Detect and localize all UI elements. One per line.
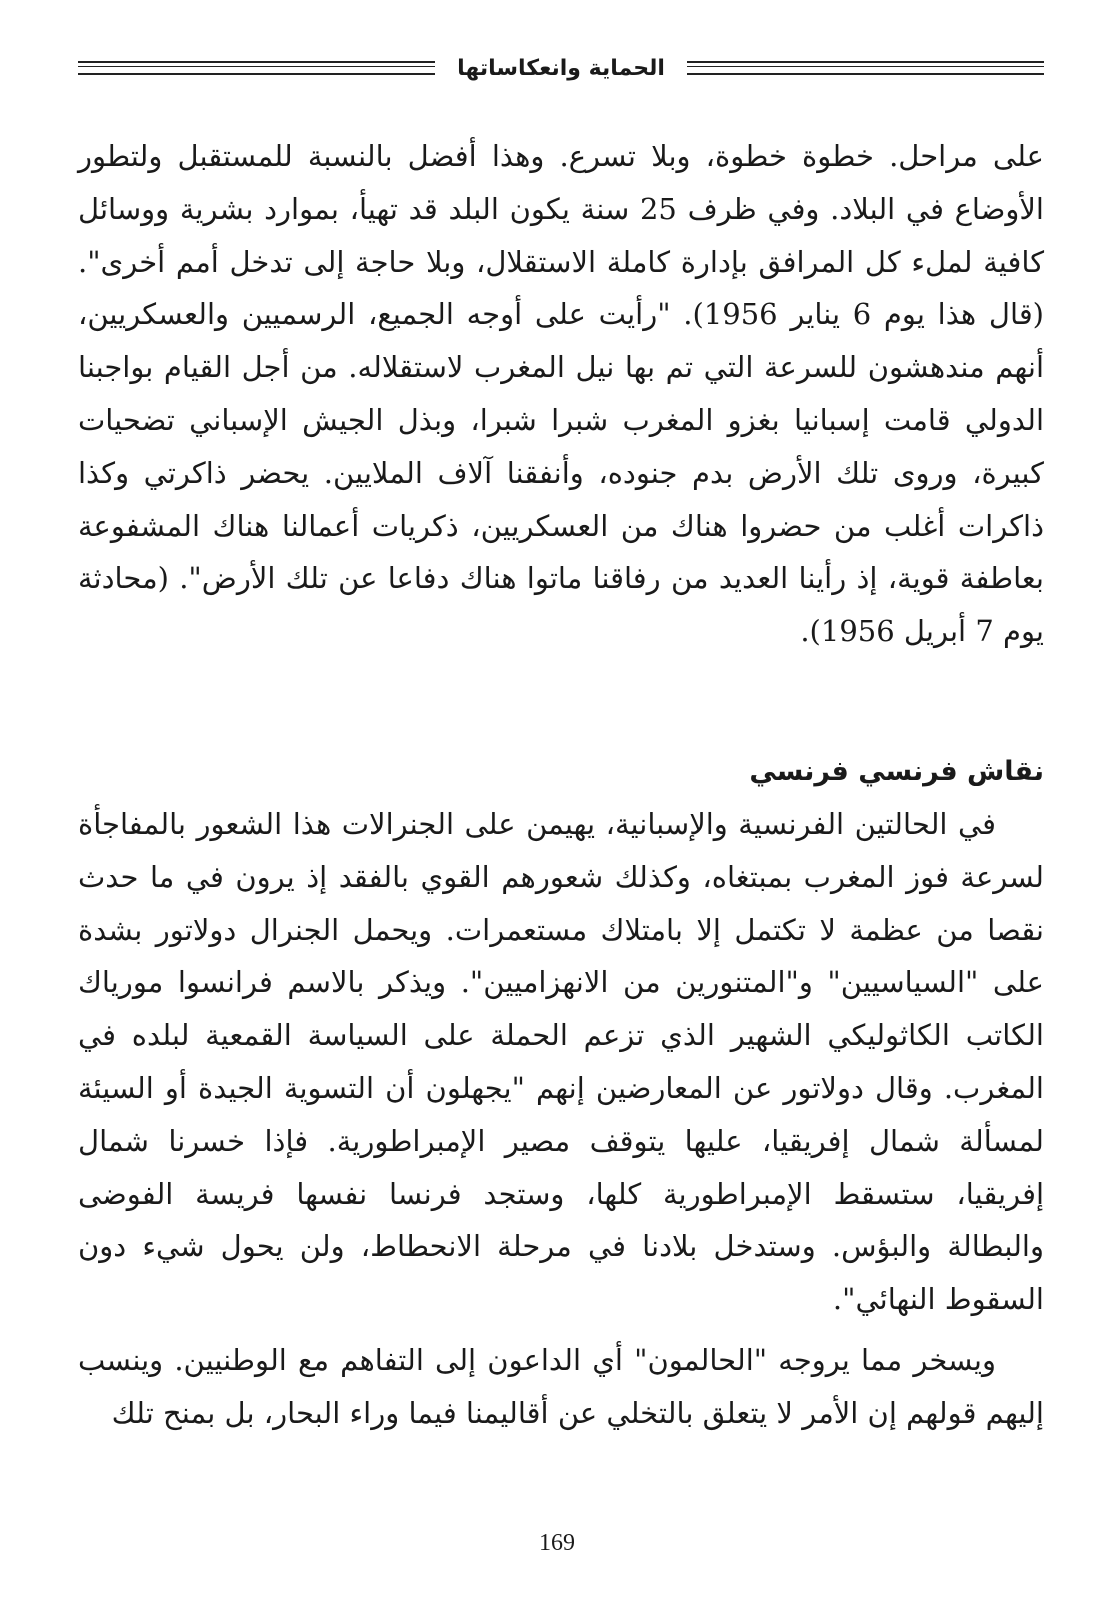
header-rule-left: [78, 61, 435, 75]
paragraph-dreamers: ويسخر مما يروجه "الحالمون" أي الداعون إلى التفاهم مع الوطنيين. وينسب إليهم قولهم إن الأمر لا يتعلق بالتخلي عن أقاليمنا فيما وراء البحار، بل بمنح تلك: [78, 1342, 1044, 1430]
page-number: 169: [539, 1530, 575, 1556]
running-header: [78, 48, 1044, 88]
header-rule-right: [687, 61, 1044, 75]
paragraph-quote-continuation: على مراحل. خطوة خطوة، وبلا تسرع. وهذا أفضل بالنسبة للمستقبل ولتطور الأوضاع في البلاد. وفي ظرف 25 سنة يكون البلد قد تهيأ، بموارد بشرية ووسائل كافية لملء كل المرافق بإدارة كاملة الاستقلال، وبلا حاجة إلى تدخل أمم أخرى". (قال هذا يوم 6 يناير 1956). "رأيت على أوجه الجميع، الرسميين والعسكريين، أنهم مندهشون للسرعة التي تم بها نيل المغرب لاستقلاله. من أجل القيام بواجبنا الدولي قامت إسبانيا بغزو المغرب شبرا شبرا، وبذل الجيش الإسباني تضحيات كبيرة، وروى تلك الأرض بدم جنوده، وأنفقنا آلاف الملايين. يحضر ذاكرتي وكذا ذاكرات أغلب من حضروا هناك من العسكريين، ذكريات أعمالنا هناك المشفوعة بعاطفة قوية، إذ رأينا العديد من رفاقنا ماتوا هناك دفاعا عن تلك الأرض". (محادثة يوم 7 أبريل 1956).: [78, 139, 1044, 649]
body-text: [78, 130, 1044, 1440]
running-title: الحماية وانعكاساتها: [457, 55, 665, 81]
paragraph-generals: في الحالتين الفرنسية والإسبانية، يهيمن على الجنرالات هذا الشعور بالمفاجأة لسرعة فوز المغرب بمبتغاه، وكذلك شعورهم القوي بالفقد إذ يرون في ما حدث نقصا من عظمة لا تكتمل إلا بامتلاك مستعمرات. ويحمل الجنرال دولاتور بشدة على "السياسيين" و"المتنورين من الانهزاميين". ويذكر بالاسم فرانسوا مورياك الكاتب الكاثوليكي الشهير الذي تزعم الحملة على السياسة القمعية لبلده في المغرب. وقال دولاتور عن المعارضين إنهم "يجهلون أن التسوية الجيدة أو السيئة لمسألة شمال إفريقيا، عليها يتوقف مصير الإمبراطورية. فإذا خسرنا شمال إفريقيا، ستسقط الإمبراطورية كلها، وستجد فرنسا نفسها فريسة الفوضى والبطالة والبؤس. وستدخل بلادنا في مرحلة الانحطاط، ولن يحول شيء دون السقوط النهائي".: [78, 806, 1044, 1317]
section-heading: نقاش فرنسي فرنسي: [749, 755, 1044, 787]
